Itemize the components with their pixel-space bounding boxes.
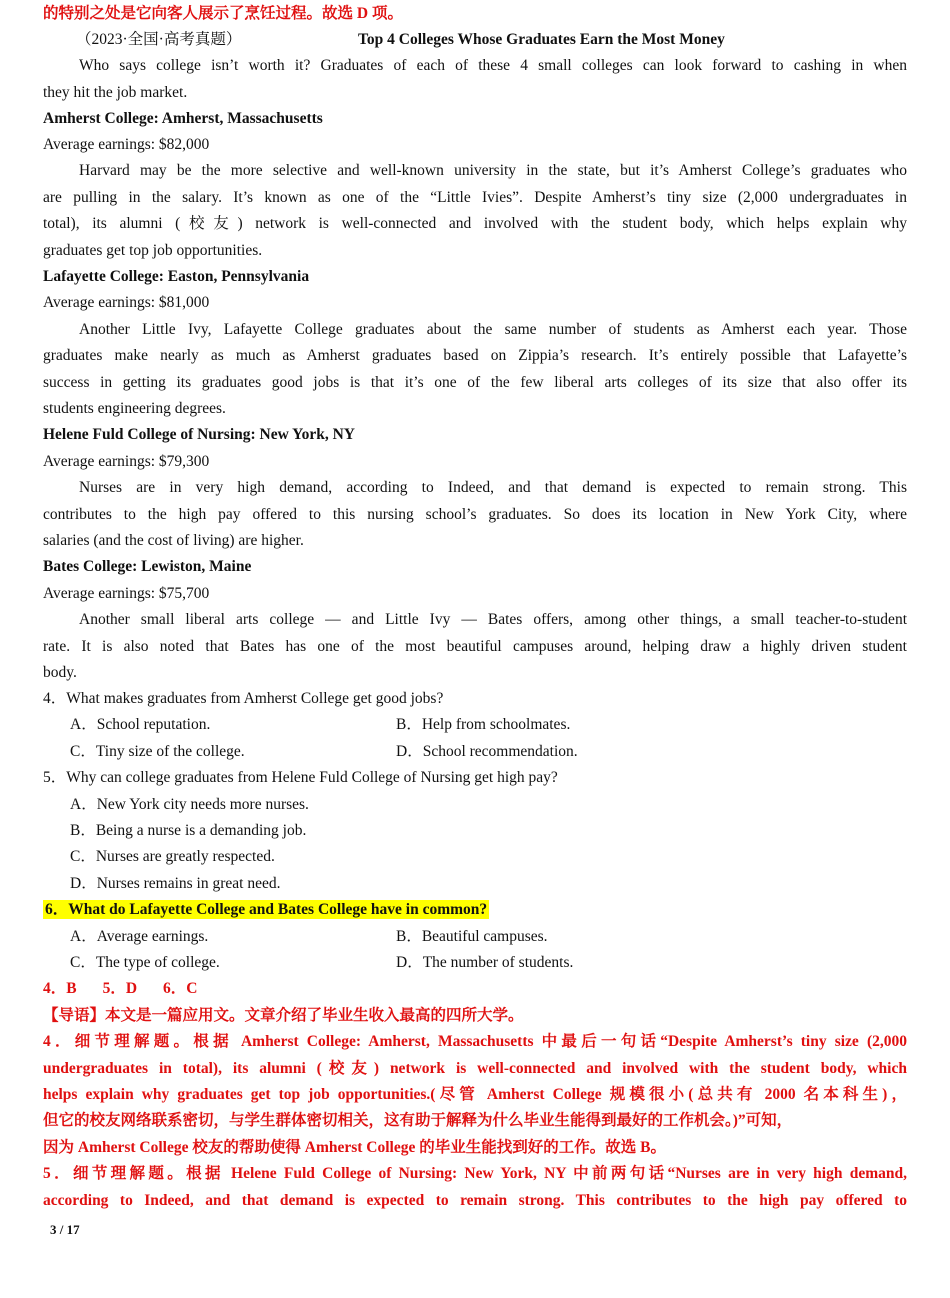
paragraph-line: graduates get top job opportunities. <box>43 242 263 259</box>
intro-line: they hit the job market. <box>43 84 188 101</box>
college-earnings: Average earnings: $79,300 <box>43 453 210 470</box>
option-b: B．Being a nurse is a demanding job. <box>70 822 307 839</box>
college-heading: Bates College: Lewiston, Maine <box>43 558 252 575</box>
option-a: A．New York city needs more nurses. <box>70 796 309 813</box>
paragraph-line: body. <box>43 664 77 681</box>
page-number: 3 / 17 <box>50 1222 80 1237</box>
header-note: 的特别之处是它向客人展示了烹饪过程。故选 D 项。 <box>43 5 403 22</box>
option-c: C．Tiny size of the college. <box>70 743 245 760</box>
answer-5: 5．D <box>102 980 138 997</box>
option-d: D．School recommendation. <box>396 743 578 760</box>
college-earnings: Average earnings: $82,000 <box>43 136 210 153</box>
paragraph-line: Harvard may be the more selective and well-known university in the state, but it’s Amherst College’s graduates who <box>79 162 907 179</box>
answer-6: 6．C <box>163 980 198 997</box>
paragraph-line: contributes to the high pay offered to this nursing school’s graduates. So does its location in New York City, where <box>43 506 907 523</box>
option-d: D．The number of students. <box>396 954 574 971</box>
college-heading: Amherst College: Amherst, Massachusetts <box>43 110 323 127</box>
option-b: B．Help from schoolmates. <box>396 716 571 733</box>
paragraph-line: students engineering degrees. <box>43 400 226 417</box>
college-heading: Helene Fuld College of Nursing: New York, NY <box>43 426 355 443</box>
paragraph-line: Nurses are in very high demand, according to Indeed, and that demand is expected to remain strong. This <box>79 479 907 496</box>
analysis-line: 因为 Amherst College 校友的帮助使得 Amherst College 的毕业生能找到好的工作。故选 B。 <box>43 1139 666 1156</box>
option-c: C．The type of college. <box>70 954 220 971</box>
analysis-line: 但它的校友网络联系密切，与学生群体密切相关，这有助于解释为什么毕业生能得到最好的工作机会。)”可知， <box>43 1112 793 1129</box>
analysis-line: 【导语】本文是一篇应用文。文章介绍了毕业生收入最高的四所大学。 <box>43 1007 524 1024</box>
highlight: 6．What do Lafayette College and Bates College have in common? <box>45 901 488 918</box>
option-b: B．Beautiful campuses. <box>396 928 548 945</box>
college-heading: Lafayette College: Easton, Pennsylvania <box>43 268 310 285</box>
paragraph-line: are pulling in the salary. It’s known as one of the “Little Ivies”. Despite Amherst’s tiny size (2,000 undergraduates in <box>43 189 907 206</box>
answer-key <box>43 976 907 1002</box>
option-c: C．Nurses are greatly respected. <box>70 848 275 865</box>
question-stem: 4．What makes graduates from Amherst College get good jobs? <box>43 690 444 707</box>
analysis-line: according to Indeed, and that demand is expected to remain strong. This contributes to the high pay offered to <box>43 1192 907 1209</box>
analysis-line: 4．细节理解题。根据 Amherst College: Amherst, Massachusetts 中最后一句话“Despite Amherst’s tiny size (2,000 <box>43 1033 907 1050</box>
paragraph-line: graduates make nearly as much as Amherst graduates based on Zippia’s research. It’s entirely possible that Lafayette’s <box>43 347 907 364</box>
paragraph-line: success in getting its graduates good jobs is that it’s one of the few liberal arts colleges of its size that also offer its <box>43 374 907 391</box>
analysis-line: 5．细节理解题。根据 Helene Fuld College of Nursing: New York, NY 中前两句话“Nurses are in very high demand, <box>43 1165 907 1182</box>
analysis-line: helps explain why graduates get top job opportunities.(尽管 Amherst College 规模很小(总共有 2000 名本科生)， <box>43 1086 907 1103</box>
paragraph-line: rate. It is also noted that Bates has one of the most beautiful campuses around, helping draw a highly driven student <box>43 638 907 655</box>
paragraph-line: total), its alumni (校友) network is well-connected and involved with the student body, which helps explain why <box>43 215 907 232</box>
exam-source: （2023·全国·高考真题） <box>76 31 242 48</box>
answer-4: 4．B <box>43 980 77 997</box>
question-stem: 5．Why can college graduates from Helene Fuld College of Nursing get high pay? <box>43 769 558 786</box>
paragraph-line: salaries (and the cost of living) are higher. <box>43 532 304 549</box>
paragraph-line: Another Little Ivy, Lafayette College graduates about the same number of students as Amherst each year. Those <box>79 321 907 338</box>
intro-line: Who says college isn’t worth it? Graduates of each of these 4 small colleges can look forward to cashing in when <box>79 57 907 74</box>
college-earnings: Average earnings: $81,000 <box>43 294 210 311</box>
paragraph-line: Another small liberal arts college — and Little Ivy — Bates offers, among other things, a small teacher-to-student <box>79 611 907 628</box>
analysis-line: undergraduates in total), its alumni (校友) network is well-connected and involved with the student body, which <box>43 1060 907 1077</box>
option-d: D．Nurses remains in great need. <box>70 875 281 892</box>
college-earnings: Average earnings: $75,700 <box>43 585 210 602</box>
option-a: A．Average earnings. <box>70 928 209 945</box>
passage-title: Top 4 Colleges Whose Graduates Earn the Most Money <box>358 31 725 48</box>
option-a: A．School reputation. <box>70 716 211 733</box>
question-stem-highlighted <box>43 897 907 923</box>
